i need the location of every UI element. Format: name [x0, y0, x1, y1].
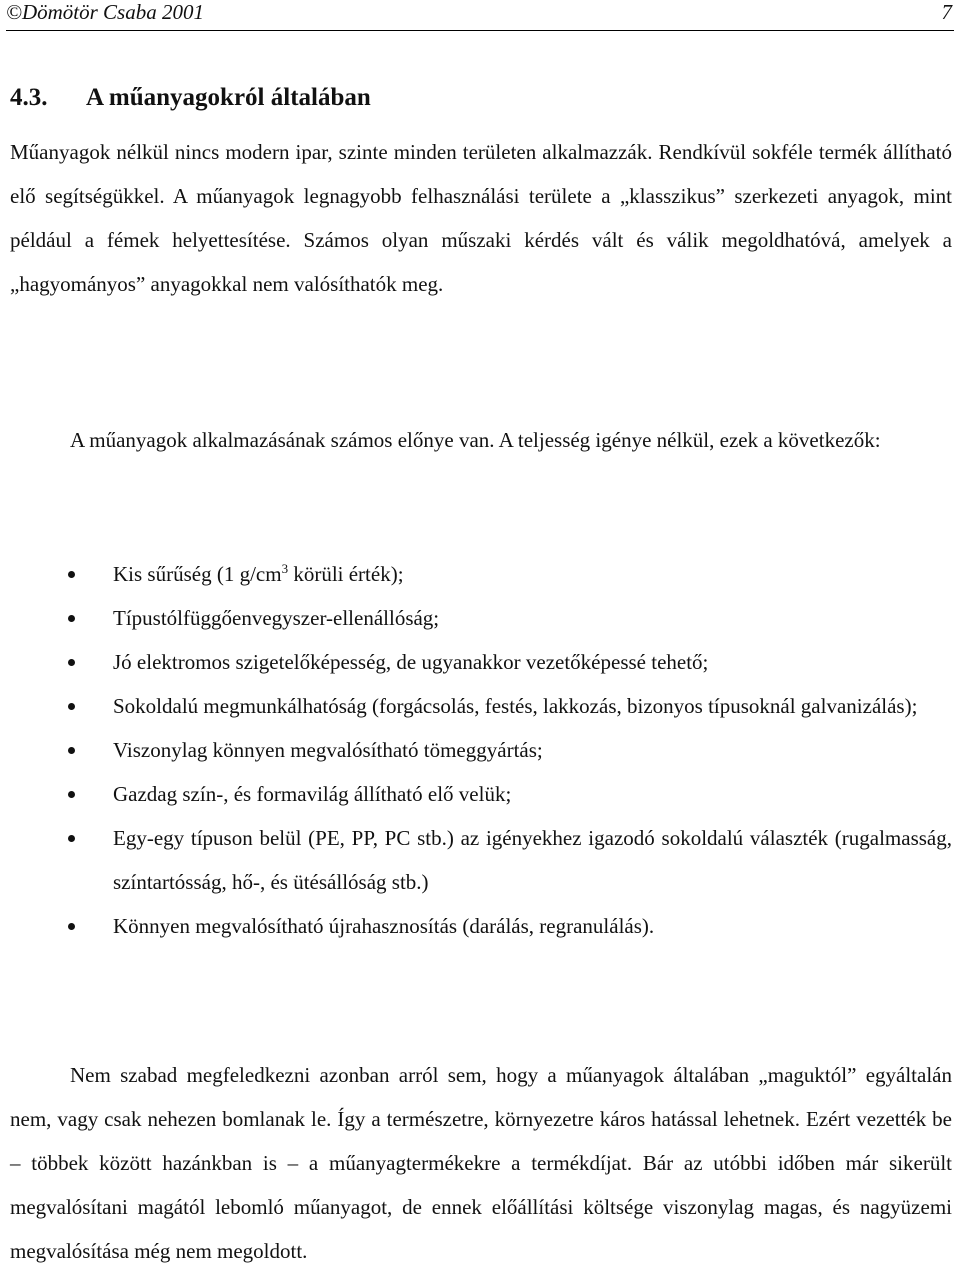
list-item-text: Jó elektromos szigetelőképesség, de ugyanakkor vezetőképessé tehető;: [113, 650, 709, 674]
list-item-text: Egy-egy típuson belül (PE, PP, PC stb.) az igényekhez igazodó sokoldalú választék (rugalmasság, színtartósság, hő-, és ütésállóság stb.): [113, 826, 952, 894]
closing-paragraph: Nem szabad megfeledkezni azonban arról sem, hogy a műanyagok általában „maguktól” egyáltalán nem, vagy csak nehezen bomlanak le. Így a természetre, környezetre káros hatással lehetnek. Ezért vezették be – többek között hazánkban is – a műanyagtermékekre a termékdíjat. Bár az utóbbi időben már sikerült megvalósítani magától lebomló műanyagot, de ennek előállítási költsége viszonylag magas, és nagyüzemi megvalósítása még nem megoldott.: [10, 1063, 952, 1263]
page-header: [6, 0, 954, 31]
bullet-icon: [68, 835, 75, 842]
bullet-icon: [68, 923, 75, 930]
bullet-icon: [68, 791, 75, 798]
section-title: A műanyagokról általában: [86, 84, 371, 111]
bullet-icon: [68, 703, 75, 710]
list-item: [0, 596, 952, 640]
list-item: [0, 552, 952, 596]
bullet-icon: [68, 615, 75, 622]
list-item-text: Könnyen megvalósítható újrahasznosítás (darálás, regranulálás).: [113, 914, 655, 938]
list-item: [0, 904, 952, 948]
list-item-text: Kis sűrűség (1 g/cm: [113, 562, 282, 586]
list-item-text: Gazdag szín-, és formavilág állítható elő velük;: [113, 782, 512, 806]
section-heading: [10, 84, 371, 112]
page-number: 7: [941, 0, 952, 24]
superscript-exponent: 3: [281, 561, 289, 576]
section-number: 4.3.: [10, 84, 48, 111]
list-item: [0, 772, 952, 816]
intro-paragraph: Műanyagok nélkül nincs modern ipar, szinte minden területen alkalmazzák. Rendkívül sokféle termék állítható elő segítségükkel. A műanyagok legnagyobb felhasználási területe a „klasszikus” szerkezeti anyagok, mint például a fémek helyettesítése. Számos olyan műszaki kérdés vált és válik megoldhatóvá, amelyek a „hagyományos” anyagokkal nem valósíthatók meg.: [10, 140, 952, 296]
list-item: [0, 640, 952, 684]
list-item: [0, 728, 952, 772]
bullet-icon: [68, 747, 75, 754]
header-author-year: ©Dömötör Csaba 2001: [6, 0, 204, 24]
list-item: [0, 684, 952, 728]
advantages-intro-paragraph: A műanyagok alkalmazásának számos előnye van. A teljesség igénye nélkül, ezek a következők:: [70, 428, 881, 452]
advantages-list: [0, 552, 952, 948]
list-item-text: Típustólfüggőenvegyszer-ellenállóság;: [113, 606, 440, 630]
list-item-text: Sokoldalú megmunkálhatóság (forgácsolás, festés, lakkozás, bizonyos típusoknál galvanizálás);: [113, 694, 918, 718]
list-item: [0, 816, 952, 904]
bullet-icon: [68, 571, 75, 578]
list-item-text: körüli érték);: [288, 562, 404, 586]
bullet-icon: [68, 659, 75, 666]
list-item-text: Viszonylag könnyen megvalósítható tömeggyártás;: [113, 738, 543, 762]
